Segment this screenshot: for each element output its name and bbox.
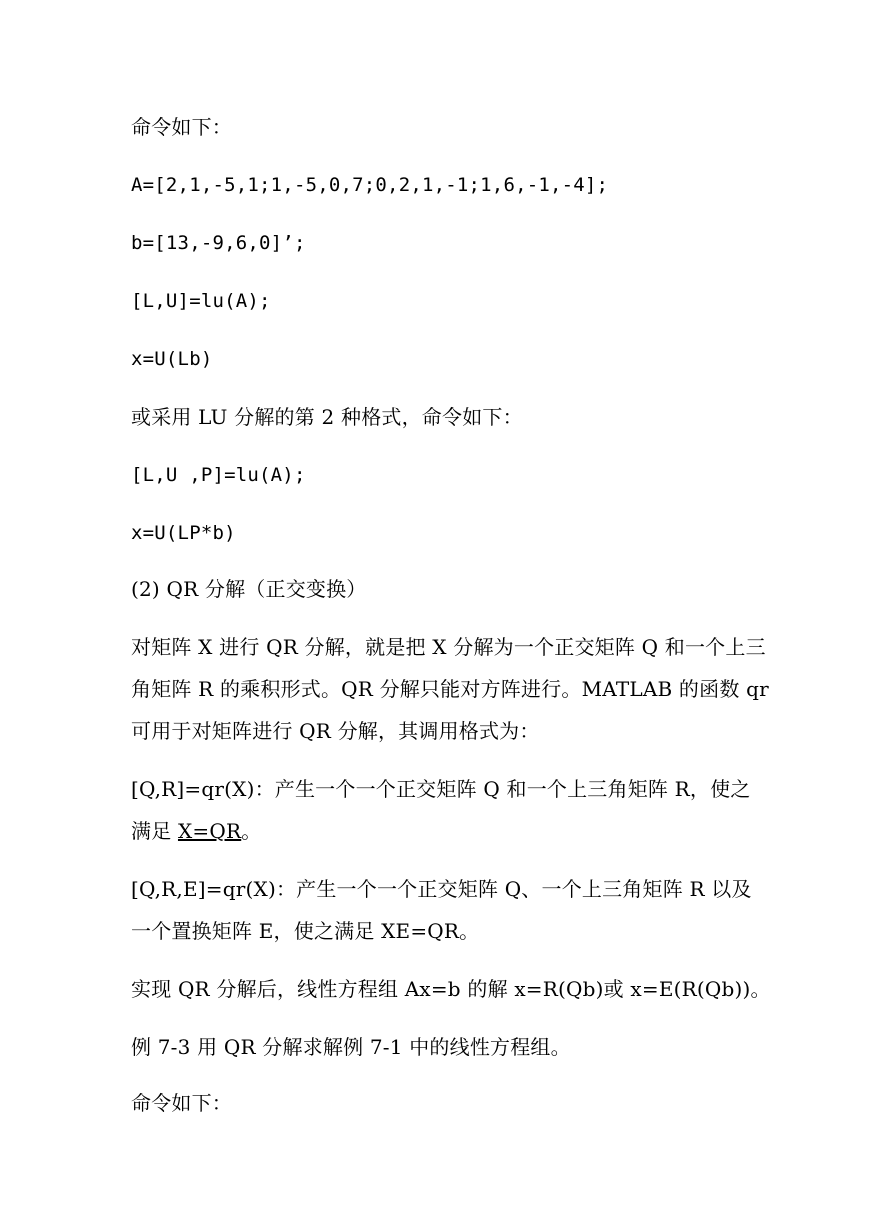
qr-format1-line-1: [Q,R]=qr(X)：产生一个一个正交矩阵 Q 和一个上三角矩阵 R，使之 [131, 777, 751, 801]
qr-format2-line-1: [Q,R,E]=qr(X)：产生一个一个正交矩阵 Q、一个上三角矩阵 R 以及 [131, 877, 752, 901]
code-line-lup: [L,U ,P]=lu(A); [131, 464, 306, 486]
text-line-command-intro-2: 命令如下： [131, 1091, 232, 1115]
qr-format1-line-2-prefix: 满足 [131, 819, 178, 843]
text-line-lu-format2: 或采用 LU 分解的第 2 种格式，命令如下： [131, 405, 523, 429]
code-line-lu: [L,U]=lu(A); [131, 290, 271, 312]
section-heading-qr: (2) QR 分解（正交变换） [131, 577, 367, 601]
underlined-x-equals-qr: X=QR [177, 819, 242, 843]
example-7-3-line: 例 7-3 用 QR 分解求解例 7-1 中的线性方程组。 [131, 1035, 571, 1059]
qr-solution-line: 实现 QR 分解后，线性方程组 Ax=b 的解 x=R(Qb)或 x=E(R(Qb))。 [131, 977, 771, 1001]
paragraph-line-1: 对矩阵 X 进行 QR 分解，就是把 X 分解为一个正交矩阵 Q 和一个上三 [131, 635, 766, 659]
paragraph-line-2: 角矩阵 R 的乘积形式。QR 分解只能对方阵进行。MATLAB 的函数 qr [131, 677, 769, 701]
qr-format2-line-2: 一个置换矩阵 E，使之满足 XE=QR。 [131, 919, 480, 943]
code-line-vector-b: b=[13,-9,6,0]’; [131, 232, 306, 254]
paragraph-line-3: 可用于对矩阵进行 QR 分解，其调用格式为： [131, 719, 540, 743]
code-line-solve-lup: x=U(LP*b) [131, 522, 236, 544]
code-line-solve-lu: x=U(Lb) [131, 348, 213, 370]
qr-format1-line-2 [131, 818, 261, 844]
text-line-command-intro: 命令如下： [131, 115, 232, 139]
code-line-matrix-a: A=[2,1,-5,1;1,-5,0,7;0,2,1,-1;1,6,-1,-4]; [131, 174, 609, 196]
qr-format1-line-2-suffix: 。 [241, 819, 262, 843]
